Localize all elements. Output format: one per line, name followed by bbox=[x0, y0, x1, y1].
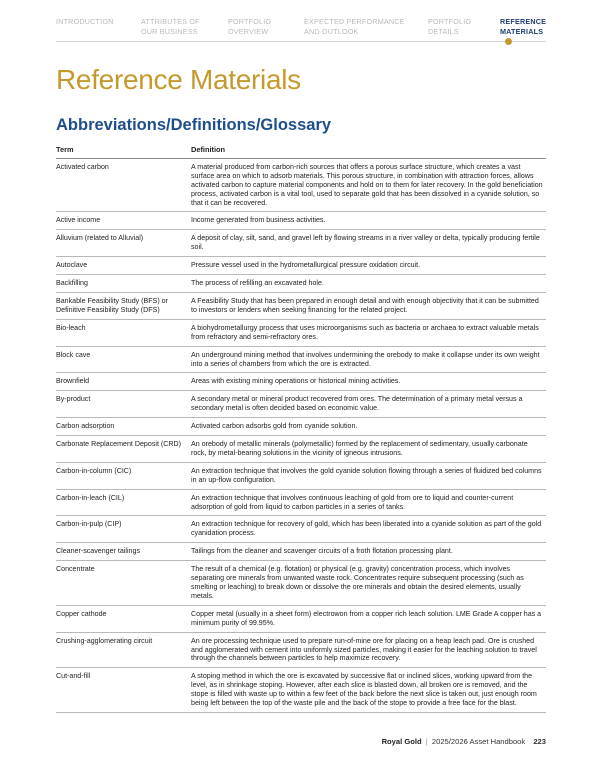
nav-item-attributes[interactable] bbox=[141, 17, 200, 36]
footer-publication: 2025/2026 Asset Handbook bbox=[431, 737, 526, 746]
column-header-definition: Definition bbox=[191, 143, 546, 158]
definition-cell: Tailings from the cleaner and scavenger circuits of a froth flotation processing plant. bbox=[191, 543, 546, 561]
table-row bbox=[56, 346, 546, 373]
nav-item-line2: OUR BUSINESS bbox=[141, 26, 198, 36]
nav-item-line2: DETAILS bbox=[428, 26, 459, 36]
definition-cell: An extraction technique that involves continuous leaching of gold from ore to liquid and counter-current adsorption of gold from liquid to carbon particles in a series of tanks. bbox=[191, 489, 546, 516]
definition-cell: Activated carbon adsorbs gold from cyanide solution. bbox=[191, 418, 546, 436]
nav-item-line2: MATERIALS bbox=[500, 26, 544, 36]
term-cell: Activated carbon bbox=[56, 158, 191, 212]
term-cell: Carbon-in-column (CIC) bbox=[56, 462, 191, 489]
term-cell: Backfilling bbox=[56, 275, 191, 293]
nav-item-line2: INTRODUCTION bbox=[56, 17, 114, 26]
table-row bbox=[56, 275, 546, 293]
term-cell: Cut-and-fill bbox=[56, 668, 191, 713]
term-cell: Active income bbox=[56, 212, 191, 230]
term-cell: Copper cathode bbox=[56, 605, 191, 632]
page-title: Reference Materials bbox=[56, 64, 301, 95]
nav-divider bbox=[56, 41, 546, 42]
table-row bbox=[56, 373, 546, 391]
definition-cell: An underground mining method that involves undermining the orebody to make it collapse under its own weight into a series of chambers from which the ore is extracted. bbox=[191, 346, 546, 373]
nav-item-line1: ATTRIBUTES OF bbox=[141, 17, 200, 26]
term-cell: Crushing-agglomerating circuit bbox=[56, 632, 191, 668]
definition-cell: A Feasibility Study that has been prepared in enough detail and with enough objectivity that it can be submitted to investors or lenders when seeking financing for the related project. bbox=[191, 292, 546, 319]
footer-separator: | bbox=[425, 737, 428, 746]
term-cell: By-product bbox=[56, 391, 191, 418]
term-cell: Carbon-in-pulp (CIP) bbox=[56, 516, 191, 543]
term-cell: Carbon-in-leach (CIL) bbox=[56, 489, 191, 516]
footer-brand: Royal Gold bbox=[381, 737, 422, 746]
table-row bbox=[56, 561, 546, 606]
nav-item-line2: OVERVIEW bbox=[228, 26, 269, 36]
section-title: Abbreviations/Definitions/Glossary bbox=[56, 116, 332, 134]
term-cell: Brownfield bbox=[56, 373, 191, 391]
term-cell: Autoclave bbox=[56, 257, 191, 275]
table-header-row bbox=[56, 143, 546, 158]
term-cell: Bankable Feasibility Study (BFS) or Definitive Feasibility Study (DFS) bbox=[56, 292, 191, 319]
definition-cell: An orebody of metallic minerals (polymetallic) formed by the replacement of sedimentary, usually carbonate rock, by metal-bearing solutions in the vicinity of igneous intrusions. bbox=[191, 436, 546, 463]
table-row bbox=[56, 319, 546, 346]
table-row bbox=[56, 418, 546, 436]
term-cell: Carbon adsorption bbox=[56, 418, 191, 436]
table-row bbox=[56, 543, 546, 561]
definition-cell: An ore processing technique used to prepare run-of-mine ore for placing on a heap leach pad. Ore is crushed and agglomerated with cement into uniformly sized particles, making it easier for the leaching solution to travel through the channels between particles to help maximize recovery. bbox=[191, 632, 546, 668]
nav-item-line1: EXPECTED PERFORMANCE bbox=[304, 17, 405, 26]
table-row bbox=[56, 632, 546, 668]
table-row bbox=[56, 292, 546, 319]
definition-cell: The result of a chemical (e.g. flotation) or physical (e.g. gravity) concentration process, which involves separating ore minerals from unwanted waste rock. Concentrates require subsequent processing (such as smelting or leaching) to break down or dissolve the ore minerals and obtain the desired elements, usually metals. bbox=[191, 561, 546, 606]
glossary-table bbox=[56, 143, 546, 713]
table-row bbox=[56, 158, 546, 212]
definition-cell: Pressure vessel used in the hydrometallurgical pressure oxidation circuit. bbox=[191, 257, 546, 275]
column-header-term: Term bbox=[56, 143, 191, 158]
table-row bbox=[56, 605, 546, 632]
nav-item-line2: AND OUTLOOK bbox=[304, 26, 359, 36]
definition-cell: An extraction technique for recovery of gold, which has been liberated into a cyanide solution as part of the gold cyanidation process. bbox=[191, 516, 546, 543]
table-row bbox=[56, 257, 546, 275]
definition-cell: An extraction technique that involves the gold cyanide solution flowing through a series of fluidized bed columns in an up-flow configuration. bbox=[191, 462, 546, 489]
definition-cell: A deposit of clay, silt, sand, and gravel left by flowing streams in a river valley or delta, typically producing fertile soil. bbox=[191, 230, 546, 257]
definition-cell: A stoping method in which the ore is excavated by successive flat or inclined slices, working upward from the level, as in shrinkage stoping. However, after each slice is blasted down, all broken ore is removed, and the stope is filled with waste up to within a few feet of the back before the next slice is taken out, just enough room being left between the top of the waste pile and the back of the stope to provide a free face for the blast. bbox=[191, 668, 546, 713]
term-cell: Alluvium (related to Alluvial) bbox=[56, 230, 191, 257]
table-row bbox=[56, 230, 546, 257]
nav-item-line1: PORTFOLIO bbox=[428, 17, 472, 26]
term-cell: Concentrate bbox=[56, 561, 191, 606]
page-footer bbox=[382, 737, 546, 746]
table-row bbox=[56, 462, 546, 489]
term-cell: Cleaner-scavenger tailings bbox=[56, 543, 191, 561]
table-row bbox=[56, 212, 546, 230]
table-row bbox=[56, 391, 546, 418]
nav-item-expected-performance[interactable] bbox=[304, 17, 405, 36]
definition-cell: A material produced from carbon-rich sources that offers a porous surface structure, which creates a vast surface area on which to adsorb materials. This porous structure, in combination with attraction forces, allows activated carbon to capture material components and hold on to them for later recovery. In the gold beneficiation process, activated carbon is a vital tool, used to separate gold that has been dissolved in a cyanide solution, so that it can be recovered. bbox=[191, 158, 546, 212]
definition-cell: The process of refilling an excavated hole. bbox=[191, 275, 546, 293]
active-section-dot-icon bbox=[505, 38, 512, 45]
definition-cell: Income generated from business activities. bbox=[191, 212, 546, 230]
definition-cell: Areas with existing mining operations or historical mining activities. bbox=[191, 373, 546, 391]
nav-item-line1: PORTFOLIO bbox=[228, 17, 272, 26]
definition-cell: A secondary metal or mineral product recovered from ores. The determination of a primary metal versus a secondary metal is often decided based on economic value. bbox=[191, 391, 546, 418]
table-row bbox=[56, 489, 546, 516]
nav-item-portfolio-details[interactable] bbox=[428, 17, 471, 36]
term-cell: Bio-leach bbox=[56, 319, 191, 346]
definition-cell: Copper metal (usually in a sheet form) electrowon from a copper rich leach solution. LME Grade A copper has a minimum purity of 99.95%. bbox=[191, 605, 546, 632]
table-row bbox=[56, 436, 546, 463]
page-number: 223 bbox=[533, 737, 546, 746]
nav-item-line1: REFERENCE bbox=[500, 17, 547, 26]
term-cell: Block cave bbox=[56, 346, 191, 373]
table-row bbox=[56, 516, 546, 543]
nav-item-introduction[interactable] bbox=[56, 17, 114, 27]
definition-cell: A biohydrometallurgy process that uses microorganisms such as bacteria or archaea to extract valuable metals from refractory and semi-refractory ores. bbox=[191, 319, 546, 346]
table-row bbox=[56, 668, 546, 713]
nav-item-reference-materials[interactable] bbox=[500, 17, 546, 36]
nav-item-portfolio-overview[interactable] bbox=[228, 17, 271, 36]
term-cell: Carbonate Replacement Deposit (CRD) bbox=[56, 436, 191, 463]
